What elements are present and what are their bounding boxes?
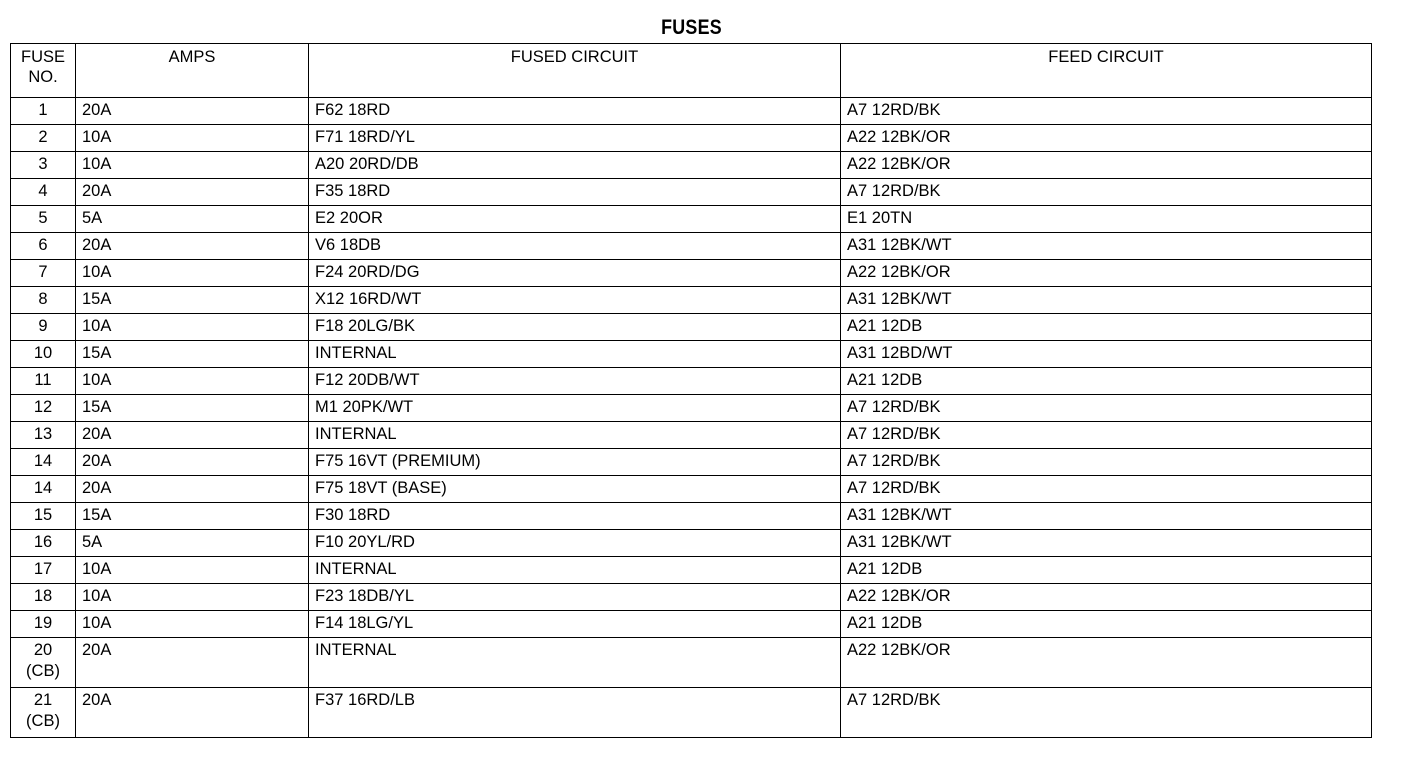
- amps: 20A: [76, 233, 309, 260]
- fuse-no: [11, 688, 76, 738]
- feed-circuit: A7 12RD/BK: [841, 179, 1372, 206]
- amps: 10A: [76, 125, 309, 152]
- feed-circuit: A7 12RD/BK: [841, 395, 1372, 422]
- amps: 5A: [76, 530, 309, 557]
- header-fuse-no-line2: NO.: [28, 68, 58, 86]
- fused-circuit: F23 18DB/YL: [309, 584, 841, 611]
- table-row: [11, 314, 1372, 341]
- fuse-no: 19: [11, 611, 76, 638]
- table-row: [11, 422, 1372, 449]
- fuse-no: 12: [11, 395, 76, 422]
- feed-circuit: A21 12DB: [841, 314, 1372, 341]
- feed-circuit: A7 12RD/BK: [841, 422, 1372, 449]
- amps: 20A: [76, 449, 309, 476]
- table-row: [11, 206, 1372, 233]
- fuse-no: 14: [11, 449, 76, 476]
- amps: 15A: [76, 341, 309, 368]
- fuse-table: [10, 43, 1372, 738]
- table-row: [11, 638, 1372, 688]
- header-fused-circuit: FUSED CIRCUIT: [309, 44, 841, 98]
- table-row: [11, 584, 1372, 611]
- feed-circuit: A22 12BK/OR: [841, 125, 1372, 152]
- feed-circuit: A31 12BK/WT: [841, 530, 1372, 557]
- fuse-no-number: 21: [33, 691, 53, 709]
- amps: 15A: [76, 395, 309, 422]
- feed-circuit: A31 12BK/WT: [841, 287, 1372, 314]
- table-row: [11, 688, 1372, 738]
- amps: 15A: [76, 287, 309, 314]
- amps: 10A: [76, 557, 309, 584]
- feed-circuit: A22 12BK/OR: [841, 260, 1372, 287]
- fused-circuit: F71 18RD/YL: [309, 125, 841, 152]
- fuse-no: 2: [11, 125, 76, 152]
- feed-circuit: A31 12BD/WT: [841, 341, 1372, 368]
- amps: 10A: [76, 314, 309, 341]
- fuse-no-number: 20: [33, 641, 53, 659]
- table-row: [11, 125, 1372, 152]
- fused-circuit: INTERNAL: [309, 341, 841, 368]
- fused-circuit: F35 18RD: [309, 179, 841, 206]
- table-row: [11, 395, 1372, 422]
- fuse-no: 14: [11, 476, 76, 503]
- amps: 15A: [76, 503, 309, 530]
- fused-circuit: INTERNAL: [309, 422, 841, 449]
- fuse-no: 16: [11, 530, 76, 557]
- circuit-breaker-label: (CB): [26, 712, 60, 730]
- feed-circuit: A31 12BK/WT: [841, 233, 1372, 260]
- table-row: [11, 233, 1372, 260]
- amps: 10A: [76, 584, 309, 611]
- fused-circuit: F30 18RD: [309, 503, 841, 530]
- feed-circuit: A22 12BK/OR: [841, 638, 1372, 688]
- feed-circuit: A21 12DB: [841, 611, 1372, 638]
- fuse-no: 18: [11, 584, 76, 611]
- table-row: [11, 557, 1372, 584]
- amps: 20A: [76, 422, 309, 449]
- table-row: [11, 503, 1372, 530]
- circuit-breaker-label: (CB): [26, 662, 60, 680]
- amps: 20A: [76, 476, 309, 503]
- amps: 20A: [76, 688, 309, 738]
- table-row: [11, 341, 1372, 368]
- feed-circuit: A7 12RD/BK: [841, 476, 1372, 503]
- amps: 20A: [76, 98, 309, 125]
- fused-circuit: INTERNAL: [309, 638, 841, 688]
- fuse-no: 11: [11, 368, 76, 395]
- fused-circuit: F14 18LG/YL: [309, 611, 841, 638]
- fused-circuit: M1 20PK/WT: [309, 395, 841, 422]
- feed-circuit: E1 20TN: [841, 206, 1372, 233]
- fused-circuit: F24 20RD/DG: [309, 260, 841, 287]
- header-fuse-no: [11, 44, 76, 98]
- amps: 5A: [76, 206, 309, 233]
- fuse-no: 7: [11, 260, 76, 287]
- header-amps: AMPS: [76, 44, 309, 98]
- feed-circuit: A22 12BK/OR: [841, 152, 1372, 179]
- table-row: [11, 152, 1372, 179]
- amps: 10A: [76, 152, 309, 179]
- fuse-no: 8: [11, 287, 76, 314]
- feed-circuit: A7 12RD/BK: [841, 98, 1372, 125]
- fused-circuit: F12 20DB/WT: [309, 368, 841, 395]
- header-row: [11, 44, 1372, 98]
- fuse-no: 17: [11, 557, 76, 584]
- feed-circuit: A21 12DB: [841, 368, 1372, 395]
- amps: 10A: [76, 368, 309, 395]
- amps: 20A: [76, 638, 309, 688]
- fused-circuit: F10 20YL/RD: [309, 530, 841, 557]
- table-row: [11, 530, 1372, 557]
- feed-circuit: A21 12DB: [841, 557, 1372, 584]
- fused-circuit: F37 16RD/LB: [309, 688, 841, 738]
- fuse-no: 10: [11, 341, 76, 368]
- feed-circuit: A22 12BK/OR: [841, 584, 1372, 611]
- fused-circuit: F62 18RD: [309, 98, 841, 125]
- table-row: [11, 476, 1372, 503]
- table-row: [11, 98, 1372, 125]
- header-feed-circuit: FEED CIRCUIT: [841, 44, 1372, 98]
- fused-circuit: X12 16RD/WT: [309, 287, 841, 314]
- fused-circuit: A20 20RD/DB: [309, 152, 841, 179]
- table-row: [11, 260, 1372, 287]
- table-row: [11, 368, 1372, 395]
- fuse-no: 15: [11, 503, 76, 530]
- fuse-no: 5: [11, 206, 76, 233]
- fuse-no: 4: [11, 179, 76, 206]
- fused-circuit: V6 18DB: [309, 233, 841, 260]
- fuse-no: 6: [11, 233, 76, 260]
- fuse-no: [11, 638, 76, 688]
- fuse-no: 9: [11, 314, 76, 341]
- fused-circuit: E2 20OR: [309, 206, 841, 233]
- feed-circuit: A7 12RD/BK: [841, 449, 1372, 476]
- fuse-no: 1: [11, 98, 76, 125]
- fused-circuit: F75 16VT (PREMIUM): [309, 449, 841, 476]
- feed-circuit: A31 12BK/WT: [841, 503, 1372, 530]
- amps: 20A: [76, 179, 309, 206]
- header-fuse-no-line1: FUSE: [20, 48, 65, 66]
- fused-circuit: INTERNAL: [309, 557, 841, 584]
- page-title: FUSES: [661, 16, 722, 39]
- table-row: [11, 449, 1372, 476]
- table-row: [11, 611, 1372, 638]
- amps: 10A: [76, 611, 309, 638]
- amps: 10A: [76, 260, 309, 287]
- table-row: [11, 179, 1372, 206]
- fused-circuit: F18 20LG/BK: [309, 314, 841, 341]
- fused-circuit: F75 18VT (BASE): [309, 476, 841, 503]
- feed-circuit: A7 12RD/BK: [841, 688, 1372, 738]
- fuse-no: 13: [11, 422, 76, 449]
- table-row: [11, 287, 1372, 314]
- fuse-no: 3: [11, 152, 76, 179]
